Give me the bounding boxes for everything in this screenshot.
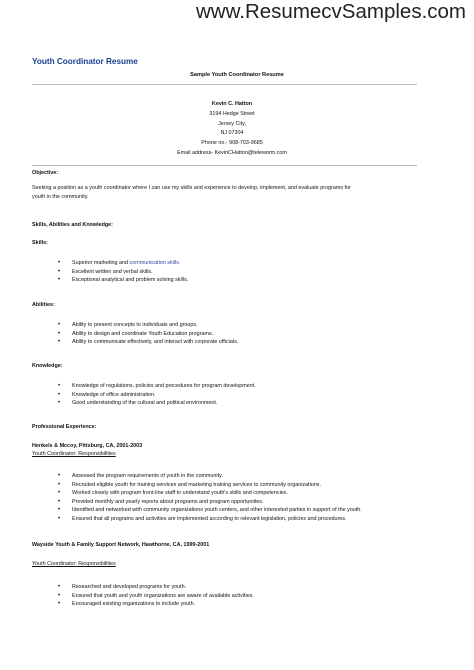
job1-responsibilities <box>72 472 412 524</box>
divider <box>32 84 417 85</box>
skill-text: Superior marketing and <box>72 260 130 266</box>
list-item: • Researched and developed programs for youth. <box>72 583 412 592</box>
document-subtitle: Sample Youth Coordinator Resume <box>190 72 284 78</box>
skills-section-heading: Skills, Abilities and Knowledge: <box>32 222 113 228</box>
job2-responsibilities <box>72 583 412 609</box>
skill-link-text: communication skills. <box>129 260 181 266</box>
abilities-label-block <box>32 302 422 308</box>
knowledge-list <box>72 382 412 408</box>
abilities-list <box>72 321 412 347</box>
job2-employer: Wayside Youth & Family Support Network, Hawthorne, CA, 1999-2001 <box>32 542 210 548</box>
list-item <box>72 259 412 268</box>
list-item: • Ensured that all programs and activities are implemented according to relevant legislation, policies and procedures. <box>72 515 412 524</box>
contact-street: 3194 Hedge Street <box>209 110 255 117</box>
abilities-label: Abilities: <box>32 302 55 308</box>
contact-block <box>172 100 292 159</box>
contact-state-zip: NJ 07304 <box>220 130 244 137</box>
knowledge-label-block <box>32 363 422 369</box>
page-title: Youth Coordinator Resume <box>32 57 138 66</box>
job1-header <box>32 443 422 457</box>
list-item: • Encouraged existing organizations to include youth. <box>72 600 412 609</box>
site-watermark: www.ResumecvSamples.com <box>196 0 466 23</box>
skills-list <box>72 259 412 285</box>
job2-role: Youth Coordinator: Responsibilities <box>32 561 116 567</box>
list-item: • Ability to communicate effectively, and interact with corporate officials. <box>72 338 412 347</box>
list-item: • Exceptional analytical and problem solving skills. <box>72 276 412 285</box>
list-item: • Worked closely with program front-line staff to understand youth's skills and competencies. <box>72 489 412 498</box>
list-item: • Ensured that youth and youth organizations are aware of available activities. <box>72 592 412 601</box>
list-item: • Provided monthly and yearly reports about programs and program opportunities. <box>72 498 412 507</box>
list-item: • Recruited eligible youth for training services and marketing training services to community organizations. <box>72 481 412 490</box>
knowledge-label: Knowledge: <box>32 363 63 369</box>
contact-city: Jersey City, <box>218 120 246 127</box>
list-item: • Knowledge of regulations, policies and procedures for program development. <box>72 382 412 391</box>
job2-header <box>32 542 422 567</box>
contact-email: Email address- KevinCHatton@teleworm.com <box>177 149 287 156</box>
contact-phone: Phone no.- 908-703-9685 <box>201 140 263 147</box>
list-item: • Knowledge of office administration. <box>72 391 412 400</box>
list-item: • Excellent written and verbal skills. <box>72 268 412 277</box>
skills-label-block <box>32 240 422 246</box>
divider <box>32 165 417 166</box>
skills-heading-block <box>32 222 422 228</box>
list-item: • Ability to present concepts to individuals and groups. <box>72 321 412 330</box>
objective-section <box>32 170 422 201</box>
list-item: • Assessed the program requirements of youth in the community. <box>72 472 412 481</box>
contact-name: Kevin C. Hatton <box>211 101 253 107</box>
skills-label: Skills: <box>32 240 48 246</box>
experience-heading: Professional Experience: <box>32 424 97 430</box>
job1-employer: Henkels & Mccoy, Pittsburg, CA, 2001-2003 <box>32 443 143 449</box>
list-item: • Identified and networked with community organizations youth centers, and other interested parties in support of the youth. <box>72 506 412 515</box>
objective-text-line: youth in the community. <box>32 193 89 200</box>
list-item: • Good understanding of the cultural and political environment. <box>72 399 412 408</box>
objective-text-line: Seeking a position as a youth coordinator where I can use my skills and experience to develop, implement, and evaluate programs for <box>32 185 351 191</box>
job1-role: Youth Coordinator: Responsibilities <box>32 451 116 457</box>
experience-heading-block <box>32 424 422 430</box>
objective-heading: Objective: <box>32 170 59 176</box>
list-item: • Ability to design and coordinate Youth Education programs. <box>72 330 412 339</box>
